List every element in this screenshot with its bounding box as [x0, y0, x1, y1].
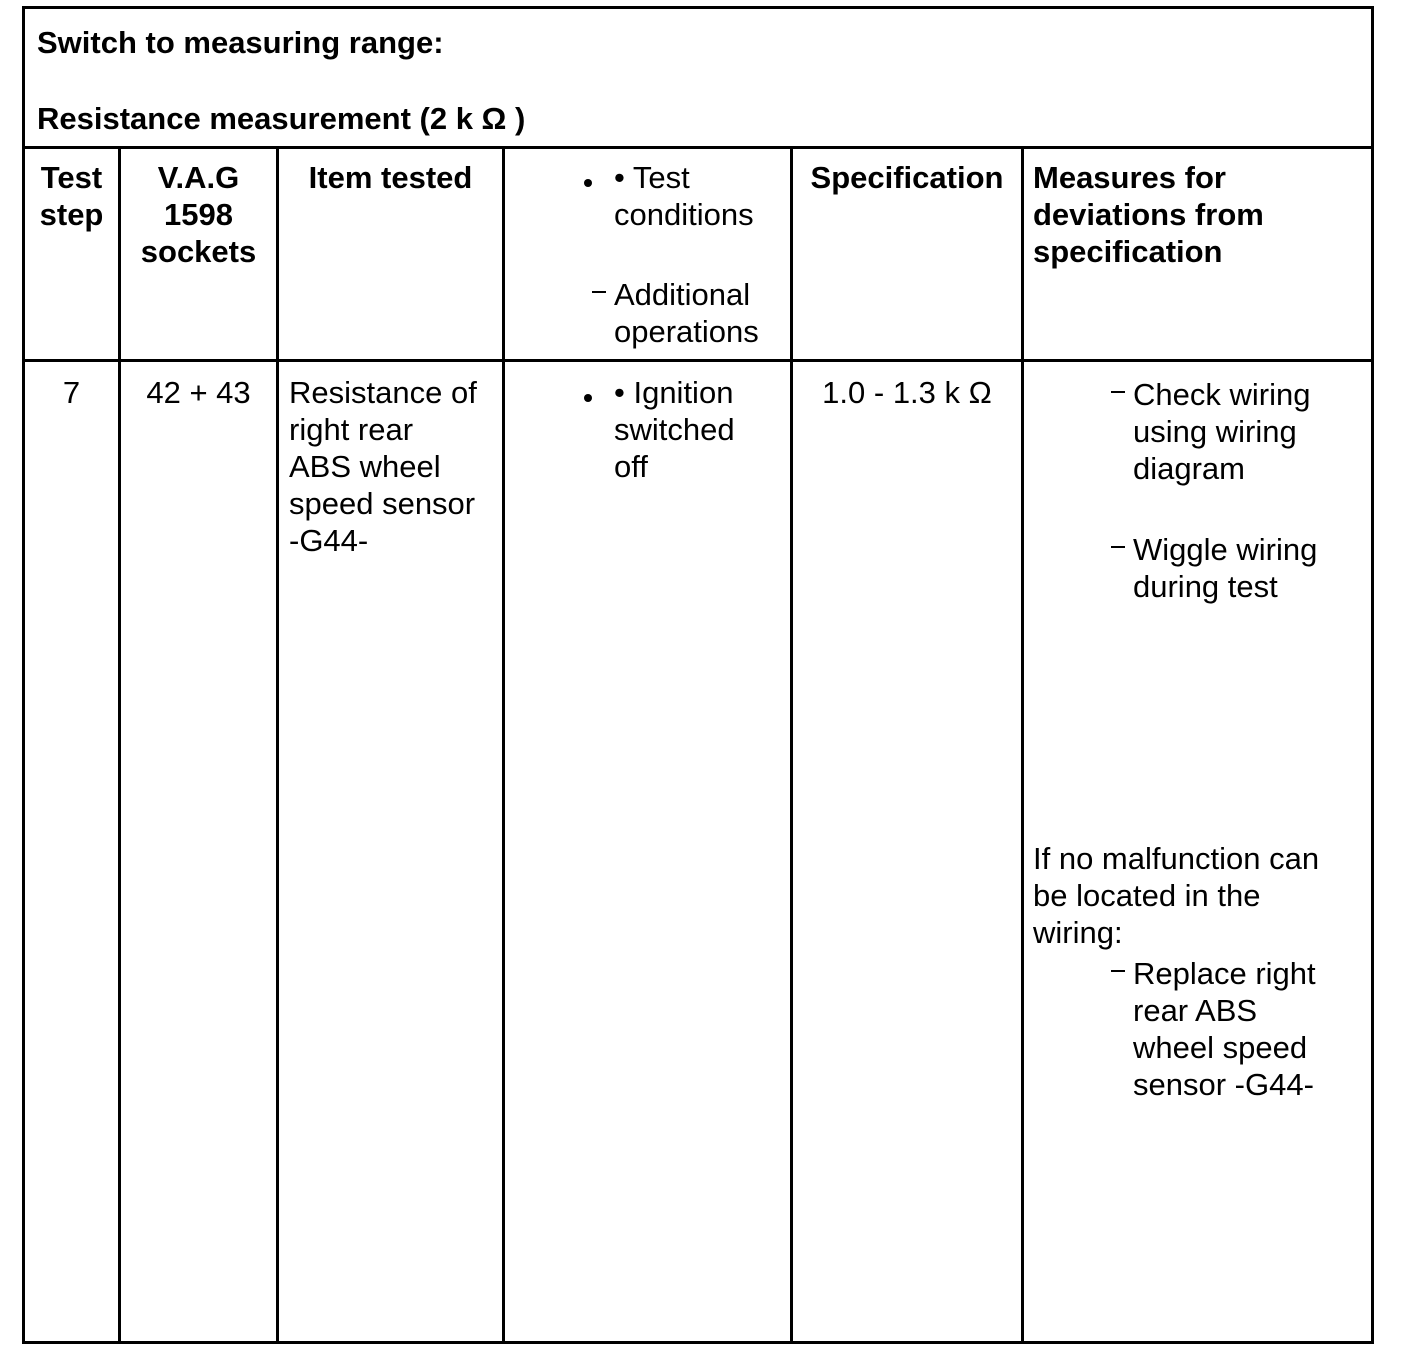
row-sockets: 42 + 43 [146, 375, 251, 410]
test-table [22, 6, 1374, 1344]
bullet-icon [584, 394, 592, 402]
measure-check-wiring: Check wiring using wiring diagram [1133, 377, 1311, 486]
header-row-divider [25, 359, 1371, 362]
column-divider [502, 146, 505, 1341]
measuring-range-label: Switch to measuring range: [37, 25, 444, 60]
measure-replace-sensor: Replace right rear ABS wheel speed sensor -G44- [1133, 956, 1316, 1102]
row-test-step: 7 [62, 375, 81, 410]
row-test-condition: • Ignition switched off [614, 375, 735, 484]
bullet-icon [584, 179, 592, 187]
column-divider [118, 146, 121, 1341]
dash-icon [1111, 391, 1125, 393]
col-header-additional-operations: Additional operations [614, 277, 759, 349]
col-header-item-tested: Item tested [308, 160, 473, 195]
column-divider [790, 146, 793, 1341]
col-header-specification: Specification [810, 160, 1004, 195]
col-header-test-step: Test step [39, 160, 104, 232]
resistance-measurement-label: Resistance measurement (2 k Ω ) [37, 101, 526, 136]
dash-icon [592, 291, 606, 293]
col-header-vag-sockets: V.A.G 1598 sockets [140, 160, 257, 269]
dash-icon [1111, 970, 1125, 972]
table-header-banner [25, 9, 1371, 149]
row-item-tested: Resistance of right rear ABS wheel speed sensor -G44- [289, 375, 477, 558]
dash-icon [1111, 546, 1125, 548]
row-specification: 1.0 - 1.3 k Ω [822, 375, 992, 410]
measure-wiggle-wiring: Wiggle wiring during test [1133, 532, 1318, 604]
col-header-measures: Measures for deviations from specification [1033, 160, 1264, 269]
column-divider [276, 146, 279, 1341]
col-header-test-conditions: • Test conditions [614, 160, 754, 232]
column-divider [1021, 146, 1024, 1341]
measure-note: If no malfunction can be located in the wiring: [1033, 841, 1320, 950]
